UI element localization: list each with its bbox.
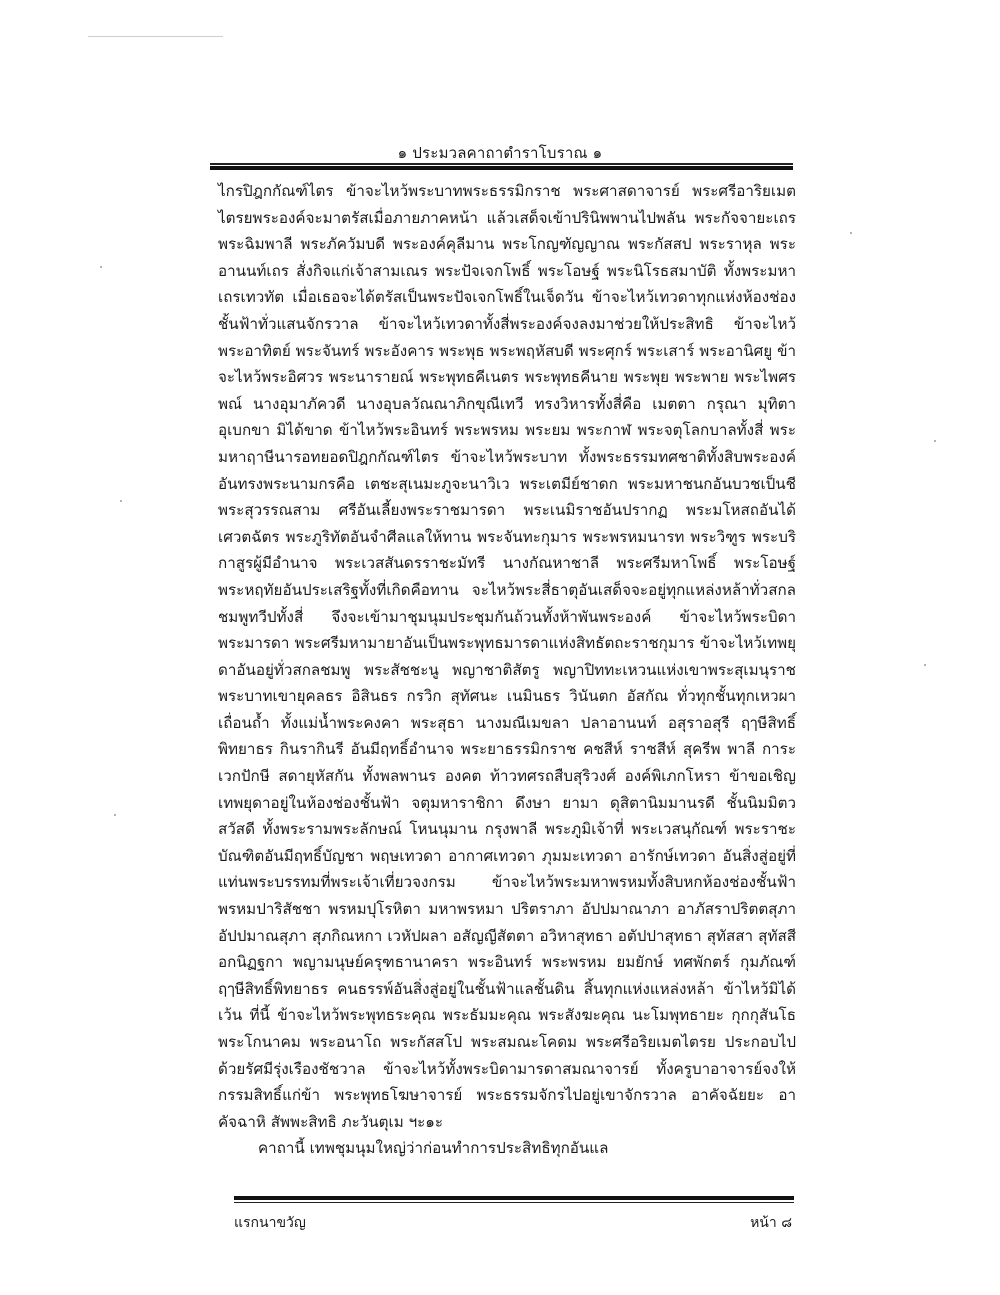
scan-speck [120, 500, 122, 502]
footer-book-title: แรกนาขวัญ [234, 1215, 306, 1231]
scan-speck [100, 266, 102, 268]
scan-speck [114, 814, 116, 816]
footer-rule-thin [234, 1202, 794, 1203]
chant-paragraph: ไกรปิฎกกัณฑ์ไตร ข้าจะไหว้พระบาทพระธรรมิกราช พระศาสดาจารย์ พระศรีอาริยเมตไตรยพระองค์จะมาตรัสเมื่อภายภาคหน้า แล้วเสด็จเข้าปรินิพพานไปพลัน พระกัจจายะเถร พระฉิมพาลี พระภัควัมบดี พระองค์คุลีมาน พระโกญฑัญญาณ พระกัสสป พระราหุล พระอานนท์เถร สั่งกิจแก่เจ้าสามเณร พระปัจเจกโพธิ์ พระโอษฐ์ พระนิโรธสมาบัติ ทั้งพระมหาเถรเทวทัต เมื่อเธอจะได้ตรัสเป็นพระปัจเจกโพธิ์ในเจ็ดวัน ข้าจะไหว้เทวดาทุกแห่งห้องช่องชั้นฟ้าทั่วแสนจักรวาล ข้าจะไหว้เทวดาทั้งสี่พระองค์จงลงมาช่วยให้ประสิทธิ ข้าจะไหว้พระอาทิตย์ พระจันทร์ พระอังคาร พระพุธ พระพฤหัสบดี พระศุกร์ พระเสาร์ พระอานิศยู ข้าจะไหว้พระอิศวร พระนารายณ์ พระพุทธคีเนตร พระพุทธคีนาย พระพุย พระพาย พระไพศรพณ์ นางอุมาภัควดี นางอุบลวัณณาภิกขุณีเทวี ทรงวิหารทั้งสี่คือ เมตตา กรุณา มุทิตา อุเบกขา มิได้ขาด ข้าไหว้พระอินทร์ พระพรหม พระยม พระกาฬ พระจตุโลกบาลทั้งสี่ พระมหาฤาษีนารอทยอดปิฎกกัณฑ์ไตร ข้าจะไหว้พระบาท ทั้งพระธรรมทศชาติทั้งสิบพระองค์ อันทรงพระนามกรคือ เตชะสุเนมะภูจะนาวิเว พระเตมีย์ชาดก พระมหาชนกอันบวชเป็นชี พระสุวรรณสาม ศรีอันเลี้ยงพระราชมารดา พระเนมิราชอันปรากฏ พระมโหสถอันได้เศวตฉัตร พระภูริทัตอันจำศีลแลให้ทาน พระจันทะกุมาร พระพรหมนารท พระวิฑูร พระบริกาสูรผู้มีอำนาจ พระเวสสันดรราชะมัทรี นางกัณหาชาลี พระศรีมหาโพธิ์ พระโอษฐ์ พระหฤทัยอันประเสริฐทั้งที่เกิดคือทาน จะไหว้พระสี่ธาตุอันเสด็จจะอยู่ทุกแหล่งหล้าทั่วสกลชมพูทวีปทั้งสี่ จึงจะเข้ามาชุมนุมประชุมกันถ้วนทั้งห้าพันพระองค์ ข้าจะไหว้พระบิดาพระมารดา พระศรีมหามายาอันเป็นพระพุทธมารดาแห่งสิทธัตถะราชกุมาร ข้าจะไหว้เทพยุดาอันอยู่ทั่วสกลชมพู พระสัชชะนู พญาชาติสัตรู พญาปิททะเหวนแห่งเขาพระสุเมนุราช พระบาทเขายุคลธร อิสินธร กรวิก สุทัศนะ เนมินธร วินันตก อัสกัณ ทั่วทุกชั้นทุกเหวผาเถื่อนถ้ำ ทั้งแม่น้ำพระคงคา พระสุธา นางมณีเมขลา ปลาอานนท์ อสุราอสุรี ฤๅษีสิทธิ์ พิทยาธร กินรากินรี อันมีฤทธิ์อำนาจ พระยาธรรมิกราช คชสีห์ ราชสีห์ สุครีพ พาลี การะเวกปักษี สดายุหัสกัน ทั้งพลพานร องคต ท้าวทศรถสืบสุริวงศ์ องค์พิเภกโหรา ข้าขอเชิญเทพยุดาอยู่ในห้องช่องชั้นฟ้า จตุมหาราชิกา ดึงษา ยามา ดุสิตานิมมานรดี ชั้นนิมมิตวสวัสดี ทั้งพระรามพระลักษณ์ โหนนุมาน กรุงพาลี พระภูมิเจ้าที่ พระเวสนุกัณฑ์ พระราชะบัณฑิตอันมีฤทธิ์บัญชา พฤษเทวดา อากาศเทวดา ภุมมะเทวดา อารักษ์เทวดา อันสิ่งสู่อยู่ที่แท่นพระบรรทมที่พระเจ้าเที่ยวจงกรม ข้าจะไหว้พระมหาพรหมทั้งสิบหกห้องช่องชั้นฟ้า พรหมปาริสัชชา พรหมปุโรหิตา มหาพรหมา ปริตราภา อัปปมาณาภา อาภัสราปริตตสุภา อัปปมาณสุภา สุภกิณหกา เวหัปผลา อสัญญีสัตตา อวิหาสุทธา อตัปปาสุทธา สุทัสสา สุทัสสี อกนิฏฐกา พญามนุษย์ครุฑธานาครา พระอินทร์ พระพรหม ยมยักษ์ ทศพักตร์ กุมภัณฑ์ ฤๅษีสิทธิ์พิทยาธร คนธรรพ์อันสิ่งสู่อยู่ในชั้นฟ้าแลชั้นดิน สิ้นทุกแห่งแหล่งหล้า ข้าไหว้มิได้เว้น ที่นี้ ข้าจะไหว้พระพุทธระคุณ พระธัมมะคุณ พระสังฆะคุณ นะโมพุทธายะ กุกกุสันโธ พระโกนาคม พระอนาโถ พระกัสสโป พระสมณะโคดม พระศรีอริยเมตไตรย ประกอบไปด้วยรัศมีรุ่งเรืองชัชวาล ข้าจะไหว้ทั้งพระบิดามารดาสมณาจารย์ ทั้งครูบาอาจารย์จงให้กรรมสิทธิ์แก่ข้า พระพุทธโฆษาจารย์ พระธรรมจักรไปอยู่เขาจักรวาล อาคัจฉัยยะ อาคัจฉาหิ สัพพะสิทธิ ภะวันตุเม ฯะ๑ะ [218, 182, 796, 1131]
footer-rule-thick [234, 1196, 794, 1200]
footer-page-number: หน้า ๘ [750, 1215, 792, 1231]
header-rule-thin [210, 163, 793, 165]
closing-line: คาถานี้ เทพชุมนุมใหญ่ว่าก่อนทำการประสิทธิทุกอันแล [258, 1139, 609, 1158]
scan-speck [924, 664, 926, 666]
scan-speck [850, 232, 852, 234]
body-text [218, 178, 796, 1162]
scan-speck [934, 440, 936, 442]
scan-edge-mark [88, 36, 223, 37]
header-rule-thick [210, 166, 793, 170]
page-header-title: ๑ ประมวลคาถาตำราโบราณ ๑ [397, 144, 603, 162]
